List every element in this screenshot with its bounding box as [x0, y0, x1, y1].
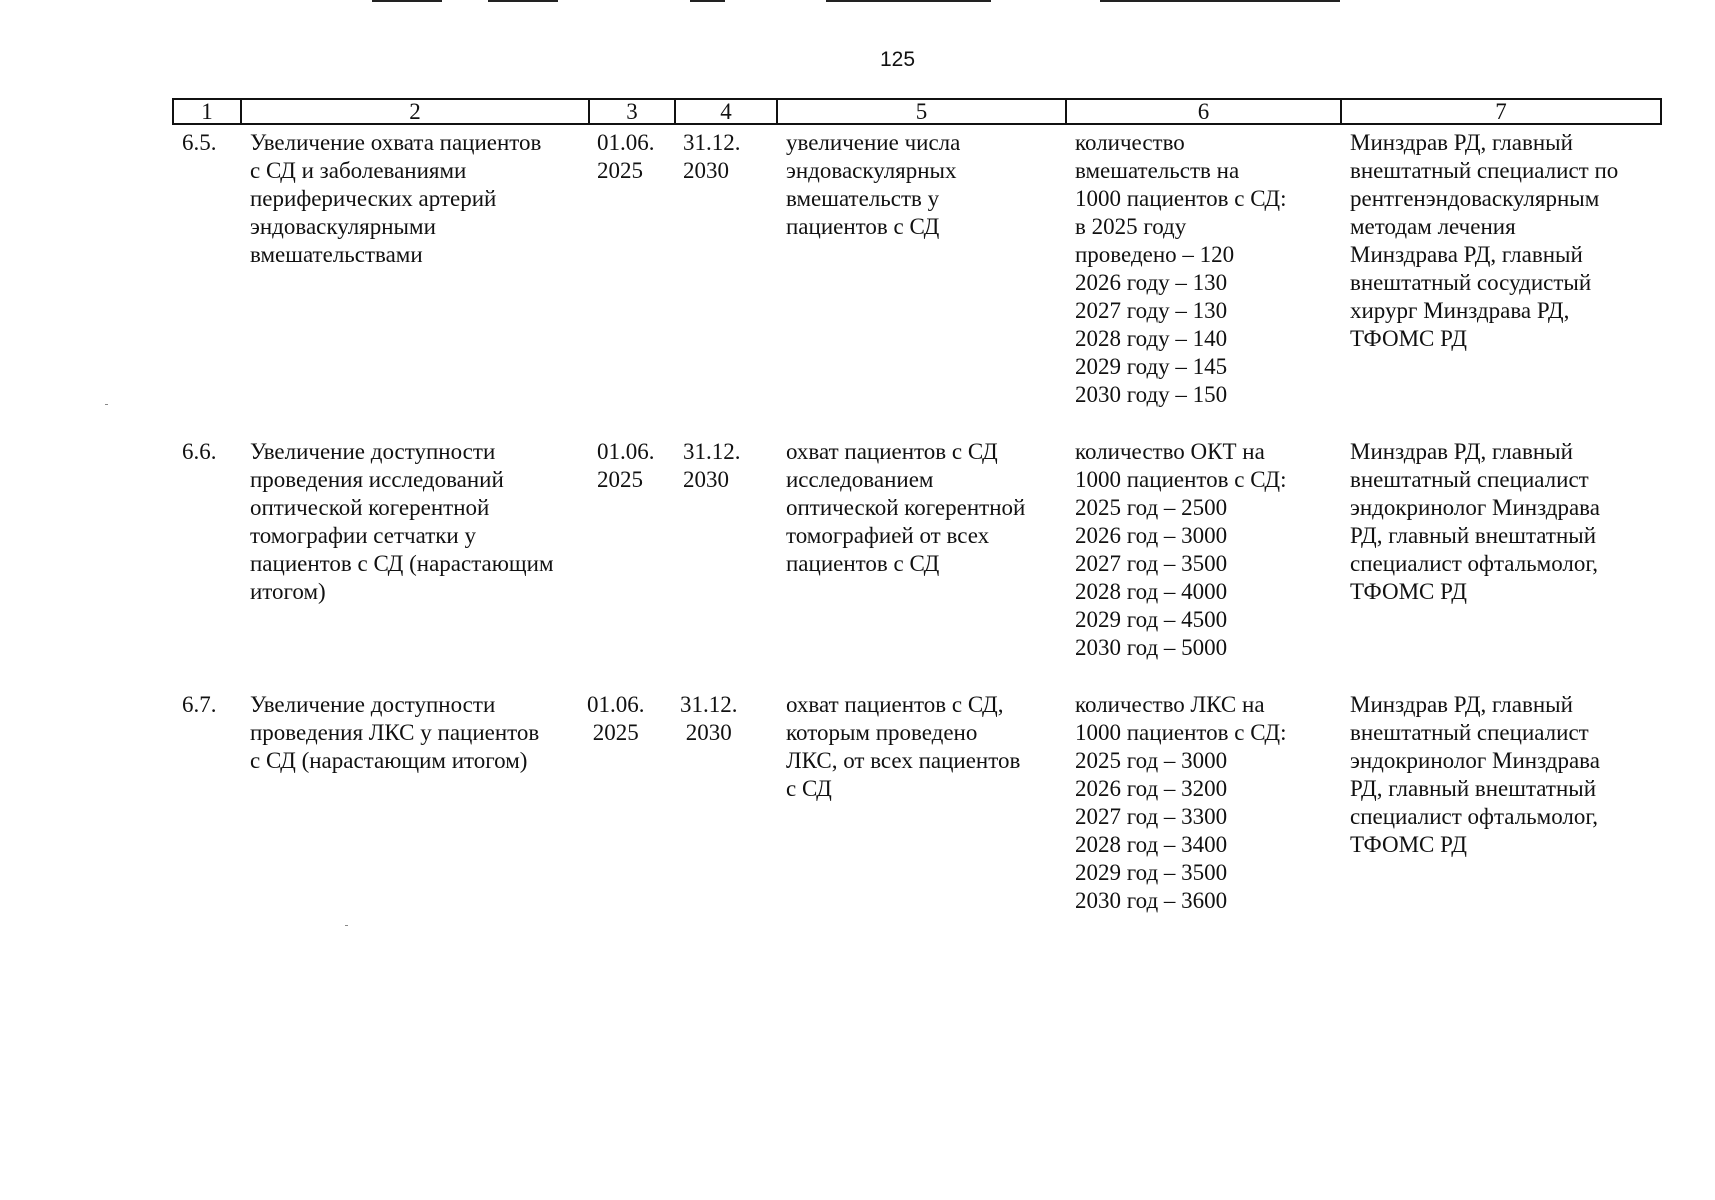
responsible-party: Минздрав РД, главный внештатный специалист эндокринолог Минздрава РД, главный внештатный специалист офтальмолог, ТФОМС РД	[1350, 439, 1600, 604]
row-number: 6.6.	[182, 439, 217, 464]
expected-result: охват пациентов с СД исследованием оптической когерентной томографией от всех пациентов с СД	[786, 439, 1026, 576]
start-date: 01.06. 2025	[587, 692, 645, 745]
scan-edge-line	[690, 0, 725, 2]
responsible-party: Минздрав РД, главный внештатный специалист эндокринолог Минздрава РД, главный внештатный специалист офтальмолог, ТФОМС РД	[1350, 692, 1600, 857]
column-header-5: 5	[776, 100, 1065, 123]
activity-text: Увеличение охвата пациентов с СД и заболеваниями периферических артерий эндоваскулярными вмешательствами	[250, 130, 542, 267]
end-date: 31.12. 2030	[680, 692, 738, 745]
row-number: 6.7.	[182, 692, 217, 717]
responsible-party: Минздрав РД, главный внештатный специалист по рентгенэндоваскулярным методам лечения Минздрава РД, главный внештатный сосудистый хирург Минздрава РД, ТФОМС РД	[1350, 130, 1619, 351]
page-number: 125	[879, 48, 916, 71]
scan-edge-line	[372, 0, 442, 2]
row-number: 6.5.	[182, 130, 217, 155]
target-indicator: количество ЛКС на 1000 пациентов с СД: 2025 год – 3000 2026 год – 3200 2027 год – 3300 2028 год – 3400 2029 год – 3500 2030 год – 3600	[1075, 692, 1287, 913]
column-header-6: 6	[1065, 100, 1340, 123]
scan-speck	[345, 925, 348, 926]
target-indicator: количество вмешательств на 1000 пациентов с СД: в 2025 году проведено – 120 2026 году – 130 2027 году – 130 2028 году – 140 2029 году – 145 2030 году – 150	[1075, 130, 1287, 407]
start-date: 01.06. 2025	[597, 130, 655, 183]
scan-edge-line	[488, 0, 558, 2]
column-header-1: 1	[201, 99, 213, 124]
table-header-row	[172, 98, 1662, 125]
activity-text: Увеличение доступности проведения ЛКС у пациентов с СД (нарастающим итогом)	[250, 692, 540, 773]
column-header-7: 7	[1340, 100, 1660, 123]
scan-speck	[105, 404, 108, 405]
column-header-4: 4	[674, 100, 776, 123]
start-date: 01.06. 2025	[597, 439, 655, 492]
scan-edge-line	[1100, 0, 1340, 2]
activity-text: Увеличение доступности проведения исследований оптической когерентной томографии сетчатки у пациентов с СД (нарастающим итогом)	[250, 439, 554, 604]
column-header-3: 3	[588, 100, 674, 123]
expected-result: увеличение числа эндоваскулярных вмешательств у пациентов с СД	[786, 130, 961, 239]
target-indicator: количество ОКТ на 1000 пациентов с СД: 2025 год – 2500 2026 год – 3000 2027 год – 3500 2028 год – 4000 2029 год – 4500 2030 год – 5000	[1075, 439, 1287, 660]
end-date: 31.12. 2030	[683, 130, 741, 183]
expected-result: охват пациентов с СД, которым проведено ЛКС, от всех пациентов с СД	[786, 692, 1021, 801]
end-date: 31.12. 2030	[683, 439, 741, 492]
column-header-2: 2	[240, 100, 588, 123]
scan-edge-line	[826, 0, 991, 2]
